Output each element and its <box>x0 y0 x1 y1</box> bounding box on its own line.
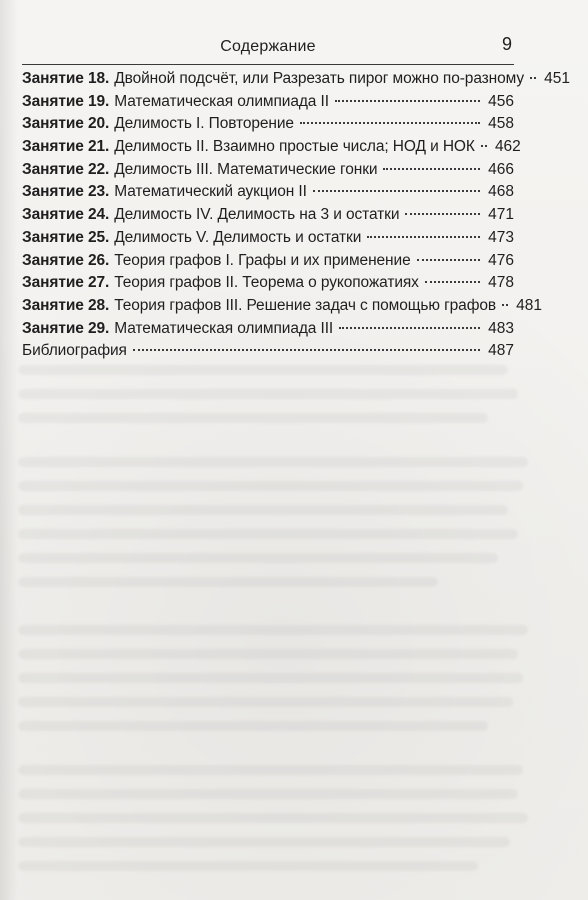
page-reference: 487 <box>488 342 514 360</box>
lesson-title: Делимость V. Делимость и остатки <box>114 228 362 246</box>
dot-leader <box>425 281 480 283</box>
lesson-title: Теория графов III. Решение задач с помощью графов <box>114 296 497 314</box>
bleed-line <box>18 457 528 467</box>
toc-entry <box>22 252 514 275</box>
lesson-number: Занятие 24. <box>22 206 110 224</box>
bleed-line <box>18 673 523 683</box>
page-header <box>22 34 514 65</box>
page-reference: 466 <box>488 160 514 178</box>
lesson-title: Математический аукцион II <box>114 183 307 201</box>
bleed-line <box>18 721 488 731</box>
dot-leader <box>405 213 480 215</box>
page-reference: 471 <box>488 206 514 224</box>
bleed-line <box>18 413 488 423</box>
bleed-line <box>18 577 438 587</box>
toc-entry <box>22 115 514 138</box>
bleed-line <box>18 697 513 707</box>
lesson-number: Занятие 21. <box>22 138 110 156</box>
lesson-number: Занятие 25. <box>22 228 110 246</box>
lesson-number: Занятие 20. <box>22 115 110 133</box>
bleed-line <box>18 625 528 635</box>
lesson-number: Занятие 26. <box>22 251 110 269</box>
toc-entry <box>22 138 521 161</box>
lesson-number: Занятие 22. <box>22 160 110 178</box>
bibliography-title: Библиография <box>22 342 127 360</box>
bleed-through-text <box>0 365 588 900</box>
lesson-title: Теория графов II. Теорема о рукопожатиях <box>114 274 419 292</box>
page-reference: 473 <box>488 228 514 246</box>
bleed-line <box>18 765 523 775</box>
dot-leader <box>417 259 480 261</box>
dot-leader <box>367 236 480 238</box>
dot-leader <box>383 168 480 170</box>
bleed-line <box>18 553 498 563</box>
toc-entry <box>22 296 543 320</box>
toc-entry <box>22 229 514 252</box>
bleed-line <box>18 365 508 375</box>
section-title: Содержание <box>220 38 316 55</box>
lesson-number: Занятие 19. <box>22 92 110 110</box>
bleed-line <box>18 789 518 799</box>
page-reference: 481 <box>516 296 543 314</box>
page-reference: 458 <box>488 115 514 133</box>
bleed-line <box>18 389 518 399</box>
toc-entry <box>22 206 514 229</box>
page-reference: 456 <box>488 92 514 110</box>
dot-leader <box>502 304 508 306</box>
dot-leader <box>313 190 480 192</box>
lesson-title: Делимость IV. Делимость на 3 и остатки <box>114 206 400 224</box>
lesson-title: Делимость I. Повторение <box>114 115 294 133</box>
toc-entry-bibliography <box>22 342 514 365</box>
dot-leader <box>530 77 536 79</box>
lesson-title: Математическая олимпиада II <box>114 92 329 110</box>
toc-entry <box>22 320 514 343</box>
bleed-line <box>18 837 510 847</box>
page-reference: 451 <box>544 70 571 87</box>
toc-entry <box>22 274 514 297</box>
page-reference: 483 <box>488 319 514 337</box>
dot-leader <box>339 327 480 329</box>
bleed-line <box>18 481 523 491</box>
lesson-number: Занятие 23. <box>22 183 110 201</box>
toc-entry <box>22 161 514 184</box>
page-number: 9 <box>501 34 512 54</box>
bleed-line <box>18 813 528 823</box>
page-reference: 468 <box>488 183 514 201</box>
bleed-line <box>18 649 518 659</box>
dot-leader <box>335 100 480 102</box>
bleed-line <box>18 505 508 515</box>
lesson-number: Занятие 27. <box>22 274 110 292</box>
lesson-title: Двойной подсчёт, или Разрезать пирог можно по-разному <box>114 70 525 87</box>
lesson-number: Занятие 18. <box>22 70 110 87</box>
toc-entry <box>22 70 571 93</box>
lesson-number: Занятие 29. <box>22 319 110 337</box>
table-of-contents <box>22 70 571 365</box>
lesson-title: Теория графов I. Графы и их применение <box>114 251 411 269</box>
lesson-title: Делимость III. Математические гонки <box>114 160 378 178</box>
toc-entry <box>22 183 514 206</box>
page-reference: 476 <box>488 251 514 269</box>
bleed-line <box>18 861 478 871</box>
page-edge-shadow <box>0 0 18 900</box>
dot-leader <box>300 122 480 124</box>
dot-leader <box>481 145 487 147</box>
lesson-number: Занятие 28. <box>22 296 110 314</box>
toc-entry <box>22 93 514 116</box>
lesson-title: Математическая олимпиада III <box>114 319 334 337</box>
lesson-title: Делимость II. Взаимно простые числа; НОД и НОК <box>114 138 475 156</box>
bleed-line <box>18 529 518 539</box>
page-reference: 478 <box>488 274 514 292</box>
page-reference: 462 <box>494 138 521 156</box>
dot-leader <box>133 349 480 351</box>
